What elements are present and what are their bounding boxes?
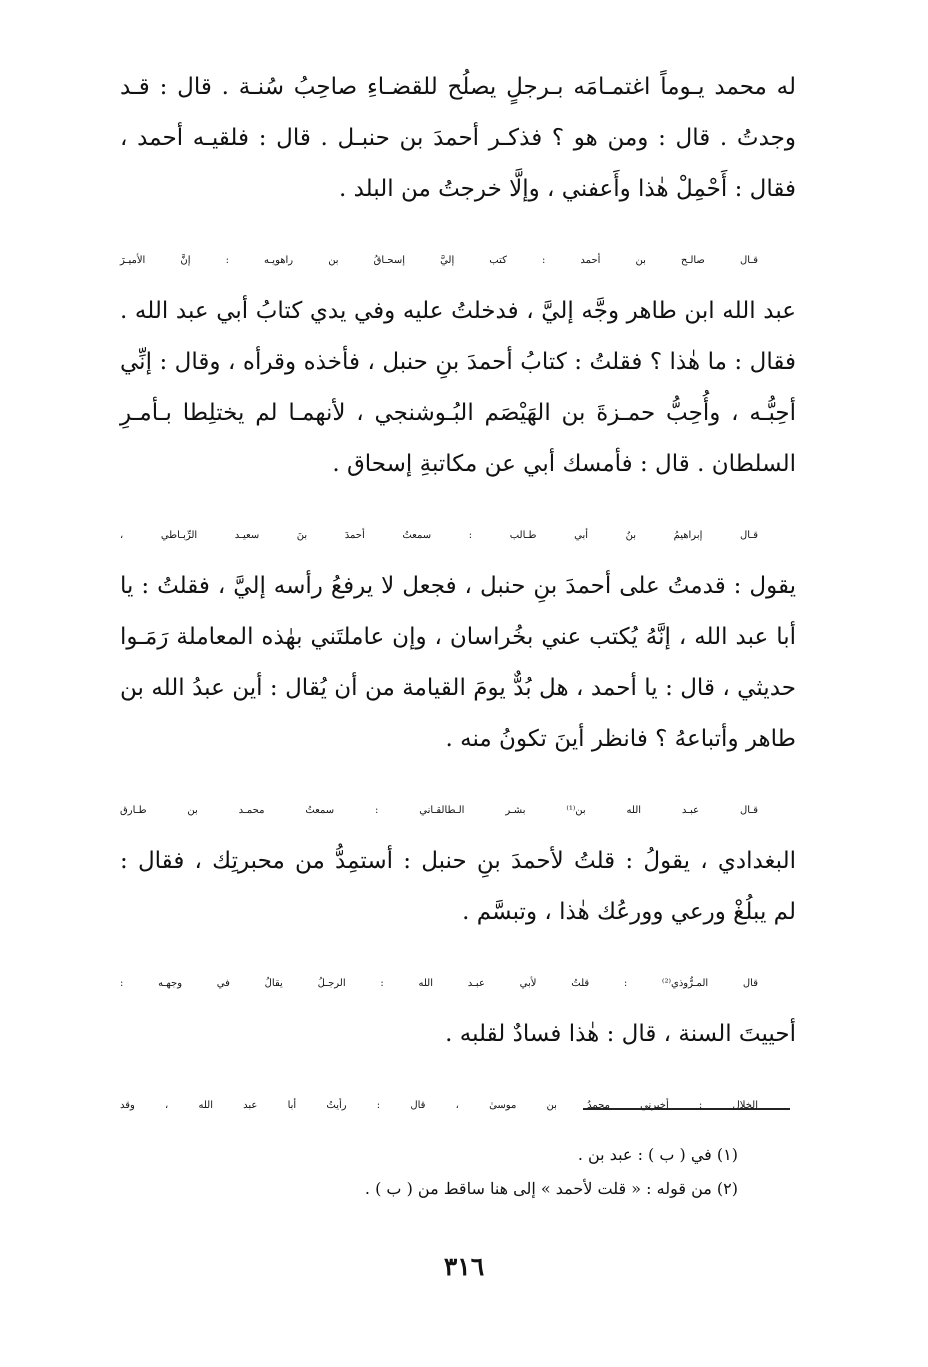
paragraph bbox=[120, 510, 796, 765]
page-number: ٣١٦ bbox=[443, 1252, 485, 1281]
text-line: فقال : ما هٰذا ؟ فقلتُ : كتابُ أحمدَ بنِ حنبل ، فأخذه وقرأه ، وقال : إنِّي bbox=[120, 349, 796, 375]
text-line: قـال صالـح بن أحمد : كتب إليَّ إسحـاقُ بن راهويـه : إنَّ الأميـرَ bbox=[120, 255, 758, 266]
text-line: السلطان . قال : فأمسك أبي عن مكاتبةِ إسحاق . bbox=[332, 451, 796, 477]
footnote: (١) في ( ب ) : عبد بن . bbox=[577, 1145, 738, 1164]
paragraph bbox=[120, 958, 796, 1060]
text-line: يقول : قدمتُ على أحمدَ بنِ حنبل ، فجعل لا يرفعُ رأسه إليَّ ، فقلتُ : يا bbox=[120, 573, 796, 599]
text-line: أحِبُّـه ، وأُحِبُّ حمـزةَ بن الهَيْصَم البُـوشنجي ، لأنهمـا لم يختلِطا بـأمـرِ bbox=[120, 400, 796, 426]
text-line: فقال : أَحْمِلْ هٰذا وأَعفني ، وإلَّا خرجتُ من البلد . bbox=[338, 176, 796, 202]
paragraph bbox=[120, 62, 796, 215]
text-line: أبا عبد الله ، إنَّهُ يُكتب عني بخُراسان ، وإن عاملتَني بهٰذه المعاملة رَمَـوا bbox=[120, 624, 796, 650]
text-line: وجدتُ . قال : ومن هو ؟ فذكـر أحمدَ بن حنبـل . قال : فلقيـه أحمد ، bbox=[120, 125, 796, 151]
text-line: عبد الله ابن طاهر وجَّه إليَّ ، فدخلتُ عليه وفي يدي كتابُ أبي عبد الله . bbox=[120, 298, 796, 324]
text-line: الخلال : أخبرني محمدُ بن موسىٰ ، قال : رأيتُ أبا عبد الله ، وقد bbox=[120, 1100, 758, 1111]
text-line: قـال إبراهيمُ بنُ أبي طـالب : سمعتُ أحمدَ بنَ سعيـد الرِّبـاطي ، bbox=[120, 530, 758, 541]
footnotes bbox=[200, 1138, 738, 1206]
footnote-divider bbox=[583, 1108, 790, 1110]
text-line: له محمد يـوماً اغتمـامَه بـرجلٍ يصلُح للقضـاءِ صاحِبُ سُنـة . قال : قـد bbox=[120, 74, 796, 100]
page-body bbox=[120, 62, 796, 1131]
paragraph bbox=[120, 785, 796, 938]
text-line: أحييتَ السنة ، قال : هٰذا فسادٌ لقلبه . bbox=[445, 1021, 796, 1047]
text-line: قال المـرُّوذي⁽²⁾ : قلتُ لأبي عبـد الله : الرجـلُ يقالُ في وجهـه : bbox=[120, 978, 759, 989]
text-line: طاهر وأتباعهُ ؟ فانظر أينَ تكونُ منه . bbox=[445, 726, 796, 752]
text-line: حديثي ، قال : يا أحمد ، هل بُدٌّ يومَ القيامة من أن يُقال : أين عبدُ الله بن bbox=[120, 675, 796, 701]
paragraph bbox=[120, 235, 796, 490]
text-line: البغدادي ، يقولُ : قلتُ لأحمدَ بنِ حنبل : أستمِدُّ من محبرتِك ، فقال : bbox=[120, 848, 796, 874]
text-line: لم يبلُغْ ورعي وورعُك هٰذا ، وتبسَّم . bbox=[462, 899, 796, 925]
footnote: (٢) من قوله : « قلت لأحمد » إلى هنا ساقط من ( ب ) . bbox=[364, 1179, 738, 1198]
text-line: قـال عبـد الله بن⁽¹⁾ بشـر الـطالقـاني : سمعتُ محمـد بن طـارق bbox=[120, 805, 758, 816]
paragraph bbox=[120, 1080, 796, 1131]
